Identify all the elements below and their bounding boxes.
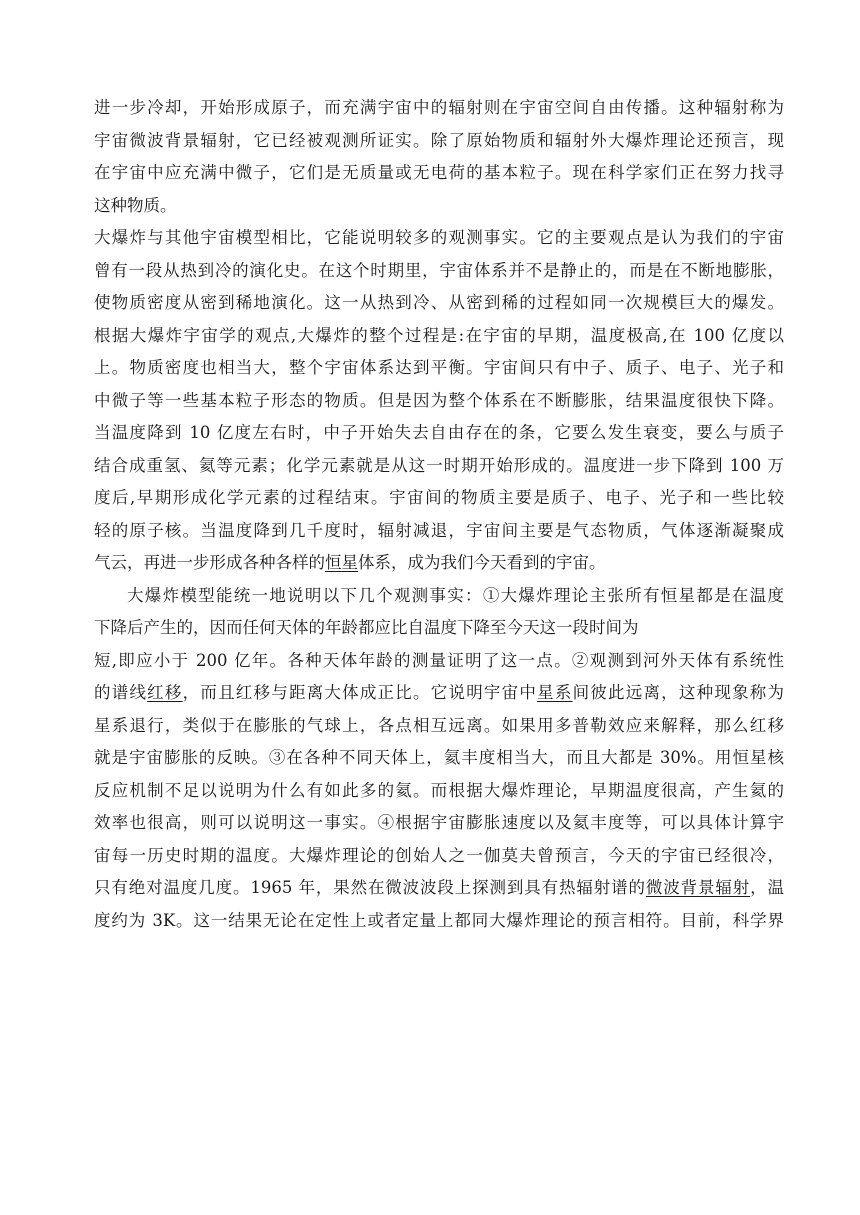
text-run: 气云，再进一步形成各种各样的 bbox=[94, 553, 325, 572]
text-line: 在宇宙中应充满中微子，它们是无质量或无电荷的基本粒子。现在科学家们正在努力找寻 bbox=[94, 163, 784, 182]
text-line: 上。物质密度也相当大，整个宇宙体系达到平衡。宇宙间只有中子、质子、电子、光子和 bbox=[94, 358, 784, 377]
text-run: ，而且红移与距离大体成正比。它说明宇宙中 bbox=[182, 683, 538, 702]
text-line: 反应机制不足以说明为什么有如此多的氦。而根据大爆炸理论，早期温度很高，产生氦的 bbox=[94, 780, 784, 800]
text-line: 这种物质。 bbox=[94, 195, 177, 215]
paragraph-3 bbox=[94, 580, 784, 938]
text-line: 进一步冷却，开始形成原子，而充满宇宙中的辐射则在宇宙空间自由传播。这种辐射称为 bbox=[94, 98, 784, 117]
text-line: 度后,早期形成化学元素的过程结束。宇宙间的物质主要是质子、电子、光子和一些比较 bbox=[94, 488, 784, 507]
text-line: 当温度降到 10 亿度左右时，中子开始失去自由存在的条，它要么发生衰变，要么与质子 bbox=[94, 423, 784, 442]
text-line: 使物质密度从密到稀地演化。这一从热到冷、从密到稀的过程如同一次规模巨大的爆发。 bbox=[94, 293, 784, 312]
text-line: 轻的原子核。当温度降到几千度时，辐射减退，宇宙间主要是气态物质，气体逐渐凝聚成 bbox=[94, 520, 784, 540]
link-microwave-background[interactable]: 微波背景辐射 bbox=[645, 878, 751, 897]
text-line: 短,即应小于 200 亿年。各种天体年龄的测量证明了这一点。②观测到河外天体有系统性 bbox=[94, 650, 784, 670]
text-line: 曾有一段从热到冷的演化史。在这个时期里，宇宙体系并不是静止的，而是在不断地膨胀， bbox=[94, 260, 784, 280]
link-hongyi[interactable]: 红移 bbox=[147, 683, 183, 702]
link-xingxi[interactable]: 星系 bbox=[537, 683, 573, 702]
text-line: 下降后产生的，因而任何天体的年龄都应比自温度下降至今天这一段时间为 bbox=[94, 618, 639, 637]
document-body bbox=[94, 92, 784, 937]
text-line: 中微子等一些基本粒子形态的物质。但是因为整个体系在不断膨胀，结果温度很快下降。 bbox=[94, 390, 784, 410]
text-line: 就是宇宙膨胀的反映。③在各种不同天体上，氦丰度相当大，而且大都是 30%。用恒星核 bbox=[94, 748, 784, 767]
text-line: 星系退行，类似于在膨胀的气球上，各点相互远离。如果用多普勒效应来解释，那么红移 bbox=[94, 715, 784, 735]
text-line: 效率也很高，则可以说明这一事实。④根据宇宙膨胀速度以及氦丰度等，可以具体计算宇 bbox=[94, 813, 784, 832]
text-run: ，温 bbox=[750, 878, 784, 897]
text-line: 宇宙微波背景辐射，它已经被观测所证实。除了原始物质和辐射外大爆炸理论还预言，现 bbox=[94, 130, 784, 150]
text-run: 体系，成为我们今天看到的宇宙。 bbox=[358, 553, 606, 572]
text-line: 大爆炸模型能统一地说明以下几个观测事实：①大爆炸理论主张所有恒星都是在温度 bbox=[127, 585, 784, 605]
text-line: 根据大爆炸宇宙学的观点,大爆炸的整个过程是:在宇宙的早期，温度极高,在 100 亿度以 bbox=[94, 325, 784, 345]
text-line: 结合成重氢、氦等元素；化学元素就是从这一时期开始形成的。温度进一步下降到 100 万 bbox=[94, 455, 784, 475]
text-line: 度约为 3K。这一结果无论在定性上或者定量上都同大爆炸理论的预言相符。目前，科学界 bbox=[94, 910, 784, 930]
link-hengxing[interactable]: 恒星 bbox=[325, 553, 358, 572]
text-line bbox=[94, 872, 784, 905]
text-run: 的谱线 bbox=[94, 683, 148, 702]
text-run: 间彼此远离，这种现象称为 bbox=[572, 683, 785, 702]
text-run: 只有绝对温度几度。1965 年，果然在微波波段上探测到具有热辐射谱的 bbox=[94, 878, 646, 897]
paragraph-2 bbox=[94, 222, 784, 580]
paragraph-1 bbox=[94, 92, 784, 222]
text-line bbox=[94, 547, 784, 580]
text-line: 宙每一历史时期的温度。大爆炸理论的创始人之一伽莫夫曾预言，今天的宇宙已经很冷， bbox=[94, 845, 784, 865]
text-line: 大爆炸与其他宇宙模型相比，它能说明较多的观测事实。它的主要观点是认为我们的宇宙 bbox=[94, 228, 784, 247]
text-line bbox=[94, 677, 784, 710]
